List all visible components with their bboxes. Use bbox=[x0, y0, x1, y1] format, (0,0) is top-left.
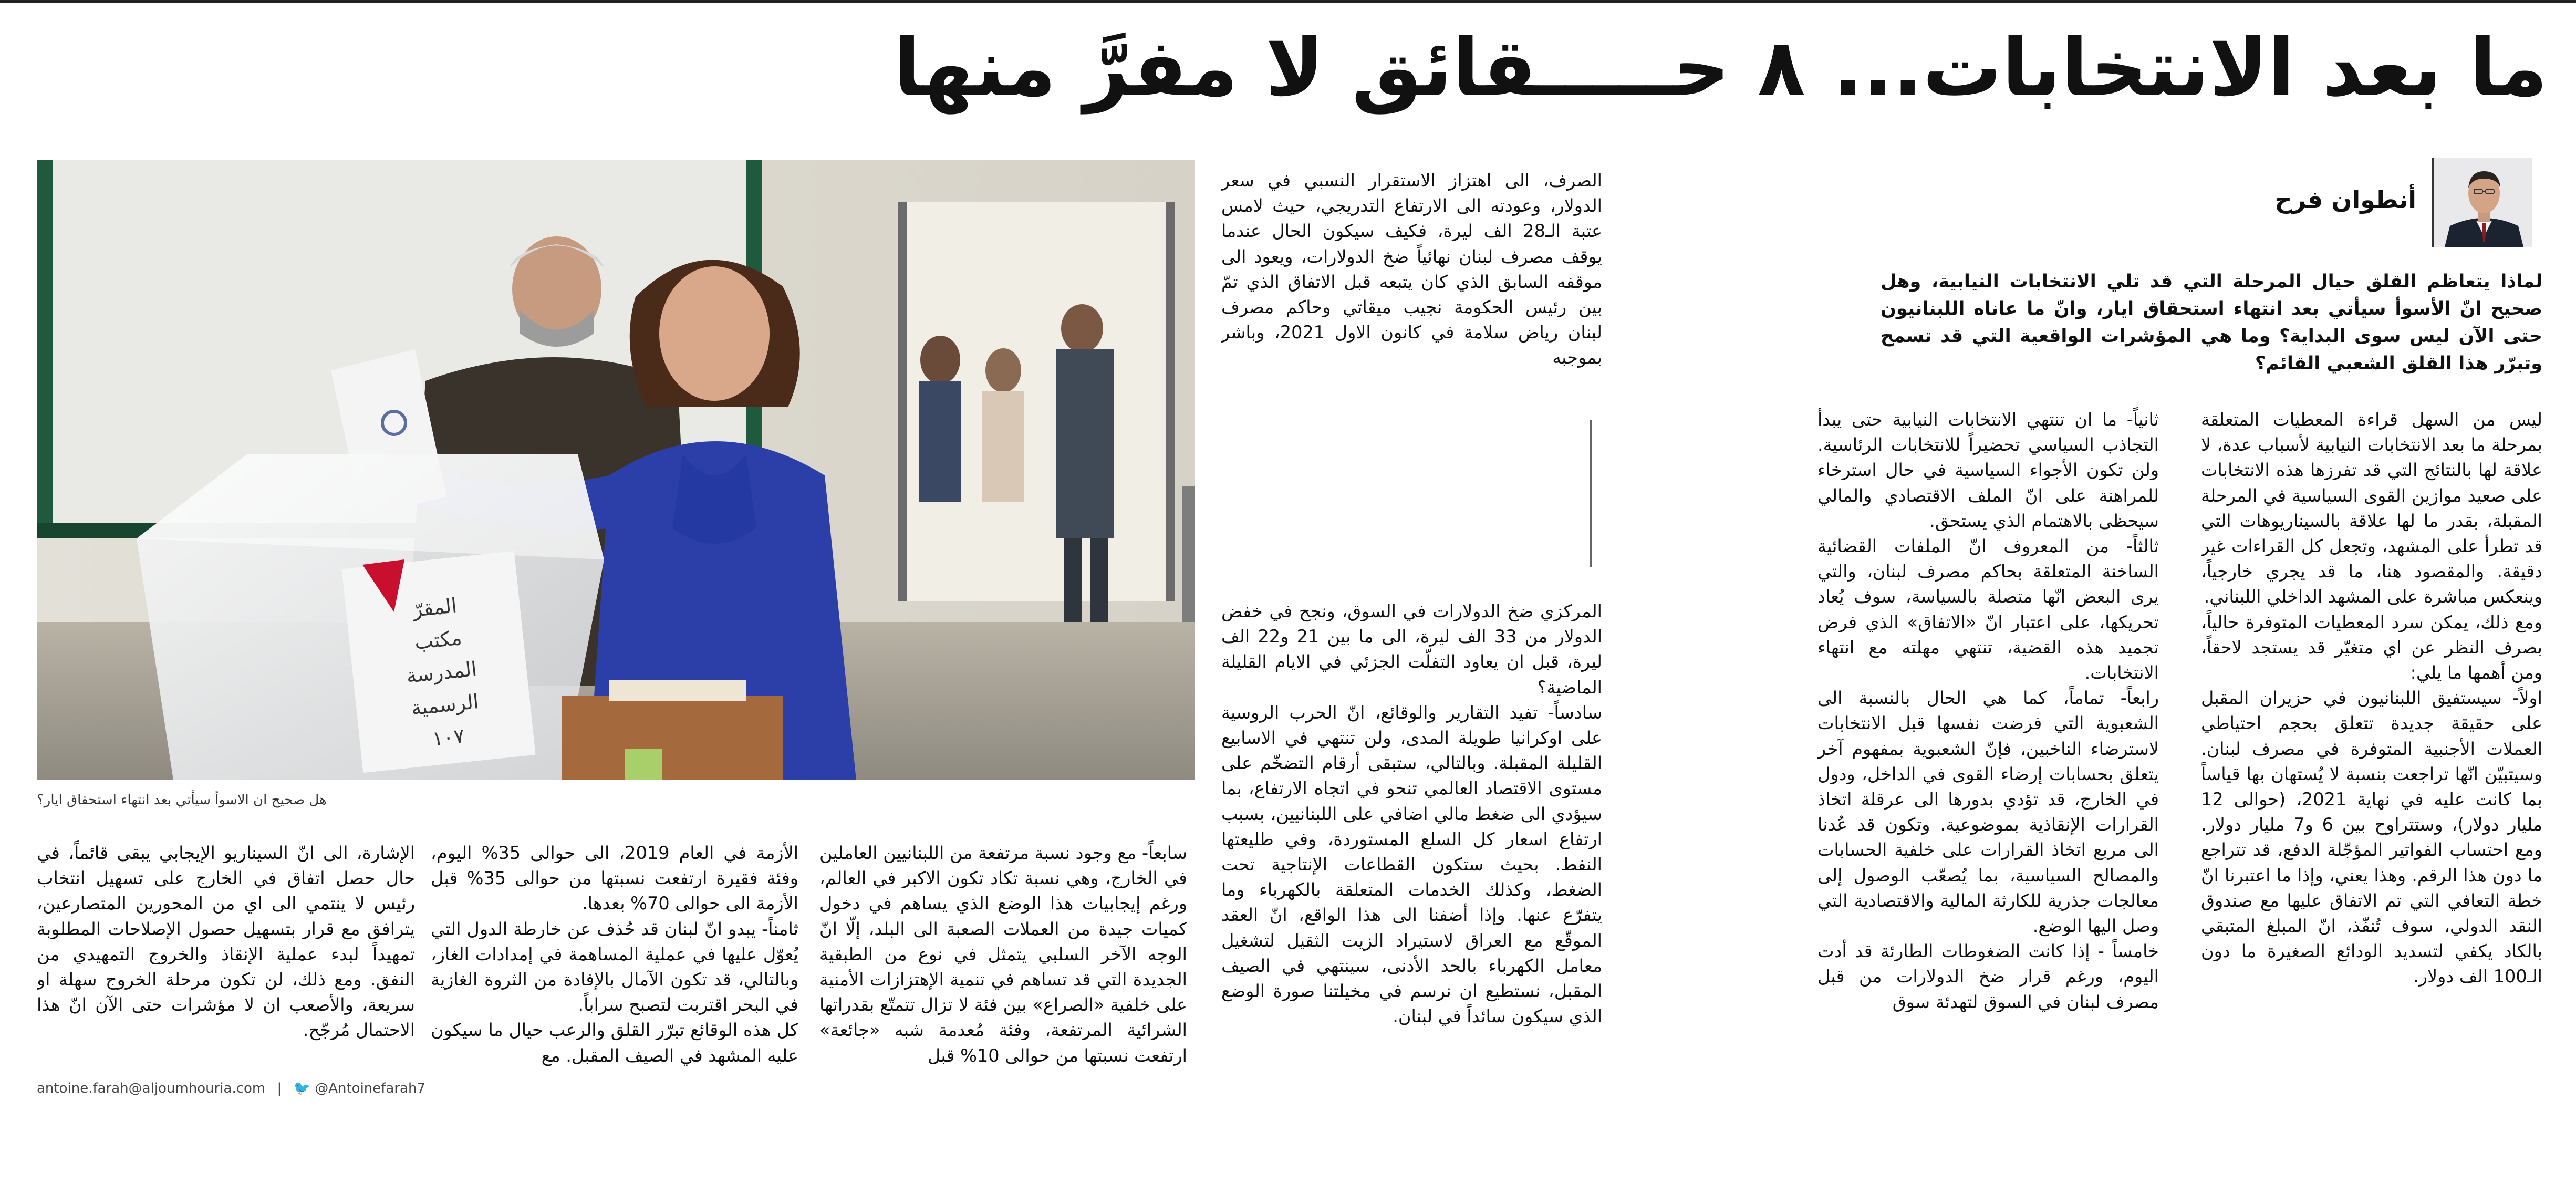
twitter-icon: 🐦 bbox=[293, 1081, 310, 1096]
article-column-3-top bbox=[1221, 168, 1602, 399]
paragraph: ثامناً- يبدو انّ لبنان قد حُذف عن خارطة الدول التي يُعوّل عليها في عملية المساهمة في إمدادات الغاز، وبالتالي، قد تكون الآمال بالإفادة من الثروة الغازية في البحر اقتربت لتصبح سراباً. bbox=[431, 918, 798, 1015]
pull-quote bbox=[1234, 420, 1592, 567]
paragraph: الإشارة، الى انّ السيناريو الإيجابي يبقى قائماً، في حال حصل اتفاق في الخارج على تسهيل انتخاب رئيس لا ينتمي الى اي من المحورين المتصارعين، يترافق مع قرار بتسهيل حصول الإصلاحات المطلوبة تمهيداً لبدء عملية الإنقاذ والخروج التمهيدي من النفق. ومع ذلك، لن تكون مرحلة الخروج سهلة او سريعة، والأصعب ان لا مؤشرات حتى الآن انّ هذا الاحتمال مُرجّح. bbox=[37, 843, 415, 1041]
author-handle[interactable]: @Antoinefarah7 bbox=[315, 1081, 425, 1096]
article-lead: لماذا يتعاظم القلق حيال المرحلة التي قد تلي الانتخابات النيابية، وهل صحيح انّ الأسوأ سيأتي بعد انتهاء استحقاق ايار، وانّ ما عاناه اللبنانيون حتى الآن ليس سوى البداية؟ وما هي المؤشرات الواقعية التي قد تسمح وتبرّر هذا القلق الشعبي القائم؟ bbox=[1881, 271, 2542, 374]
headline: ما بعد الانتخابات... ٨ حـــــقائق لا مفرَّ منها bbox=[894, 23, 2548, 114]
paragraph: رابعاً- تماماً، كما هي الحال بالنسبة الى الشعبوية التي فرضت نفسها قبل الانتخابات لاسترضاء الناخبين، فإنّ الشعبوية بمفهوم آخر يتعلق بحسابات إرضاء القوى في الداخل، ودول في الخارج، قد تؤدي بدورها الى عرقلة اتخاذ القرارات الإنقاذية بموضوعية. وتكون قد عُدنا الى مربع اتخاذ القرارات على خلفية الحسابات والمصالح السياسية، بما يُصعّب الوصول إلى معالجات جذرية للكارثة المالية والاقتصادية التي وصل اليها الوضع. bbox=[1817, 688, 2159, 937]
paragraph: ثانياً- ما ان تنتهي الانتخابات النيابية حتى يبدأ التجاذب السياسي تحضيراً للانتخابات الرئاسية. ولن تكون الأجواء السياسية في حال استرخاء للمراهنة على انّ الملف الاقتصادي والمالي سيحظى بالاهتمام الذي يستحق. bbox=[1817, 409, 2159, 531]
article-column-1 bbox=[2201, 407, 2542, 1122]
author-contact bbox=[37, 1077, 425, 1100]
article-column-2 bbox=[1817, 407, 2159, 1122]
polling-station-photo bbox=[37, 160, 1195, 780]
paragraph: سابعاً- مع وجود نسبة مرتفعة من اللبنانيين العاملين في الخارج، وهي نسبة تكاد تكون الاكبر في العالم، ورغم إيجابيات هذا الوضع الذي يساهم في دخول كميات جيدة من العملات الصعبة الى البلد، إلّا انّ الوجه الآخر السلبي يتمثل في نوع من الطبقية الجديدة التي قد تساهم في تنمية الإهتزازات الأمنية على خلفية «الصراع» بين فئة لا تزال تتمتّع بقدراتها الشرائية المرتفعة، وفئة مُعدمة شبه «جائعة» ارتفعت نسبتها من حوالى 10% قبل bbox=[819, 843, 1187, 1066]
paragraph: كل هذه الوقائع تبرّر القلق والرعب حيال ما سيكون عليه المشهد في الصيف المقبل. مع bbox=[431, 1020, 798, 1066]
paragraph: اولاً- سيستفيق اللبنانيون في حزيران المقبل على حقيقة جديدة تتعلق بحجم احتياطي العملات الأجنبية المتوفرة في مصرف لبنان. وسيتبيّن انّها تراجعت بنسبة لا يُستهان بها قياساً بما كانت عليه في نهاية 2021، (حوالى 12 مليار دولار)، وستتراوح بين 6 و7 مليار دولار. ومع احتساب الفواتير المؤجّلة الدفع، قد تتراجع ما دون هذا الرقم. وهذا يعني، وإذا ما اعتبرنا انّ خطة التعافي التي تم الاتفاق عليها مع صندوق النقد الدولي، سوف تُنفّذ، انّ المبلغ المتبقي بالكاد يكفي لتسديد الودائع الصغيرة ما دون الـ100 الف دولار. bbox=[2201, 688, 2542, 987]
article-column-5 bbox=[431, 840, 798, 1119]
author-avatar bbox=[2432, 158, 2532, 247]
ballot-box-label: المقرّ مكتب المدرسة الرسمية ١٠٧ bbox=[405, 594, 480, 751]
paragraph: خامساً - إذا كانت الضغوطات الطارئة قد أدت اليوم، ورغم قرار ضخ الدولارات من قبل مصرف لبنان في السوق لتهدئة سوق bbox=[1817, 941, 2159, 1012]
paragraph: الصرف، الى اهتزاز الاستقرار النسبي في سعر الدولار، وعودته الى الارتفاع التدريجي، حيث لامس عتبة الـ28 الف ليرة، فكيف سيكون الحال عندما يوقف مصرف لبنان نهائياً ضخ الدولارات، ويعود الى موقفه السابق الذي كان يتبعه قبل الاتفاق الذي تمّ بين رئيس الحكومة نجيب ميقاتي وحاكم مصرف لبنان رياض سلامة في كانون الاول 2021، وباشر بموجبه bbox=[1221, 170, 1602, 368]
paragraph: ليس من السهل قراءة المعطيات المتعلقة بمرحلة ما بعد الانتخابات النيابية لأسباب عدة، لا علاقة لها بالنتائج التي قد تفرزها هذه الانتخابات على صعيد موازين القوى السياسية في المرحلة المقبلة، بقدر ما لها علاقة بالسيناريوهات التي قد تطرأ على المشهد، وتجعل كل القراءات غير دقيقة. والمقصود هنا، ما قد يجري خارجياً، وينعكس مباشرة على المشهد الداخلي اللبناني. bbox=[2201, 409, 2542, 607]
author-email[interactable]: antoine.farah@aljoumhouria.com bbox=[37, 1081, 266, 1096]
paragraph: المركزي ضخ الدولارات في السوق، ونجح في خفض الدولار من 33 الف ليرة، الى ما بين 21 و22 الف ليرة، قبل ان يعاود التفلّت الجزئي في الايام القليلة الماضية؟ bbox=[1221, 601, 1602, 698]
top-rule bbox=[0, 0, 2576, 3]
author-name: أنطوان فرح bbox=[2274, 185, 2416, 214]
paragraph: سادساً- تفيد التقارير والوقائع، انّ الحرب الروسية على اوكرانيا طويلة المدى، ولن تنتهي في الاسابيع القليلة المقبلة. وبالتالي، ستبقى أرقام التضخّم على مستوى الاقتصاد العالمي تنحو في اتجاه الارتفاع، بما سيؤدي الى ضغط مالي اضافي على اللبنانيين، بسبب ارتفاع اسعار كل السلع المستوردة، وفي طليعتها النفط. بحيث ستكون القطاعات الإنتاجية تحت الضغط، وكذلك الخدمات المتعلقة بالكهرباء وما يتفرّع عنها. وإذا أضفنا الى هذا الواقع، انّ العقد الموقّع مع العراق لاستيراد الزيت الثقيل لتشغيل معامل الكهرباء بالحد الأدنى، سينتهي في الصيف المقبل، نستطيع ان نرسم في مخيلتنا صورة الوضع الذي سيكون سائداً في لبنان. bbox=[1221, 702, 1602, 1027]
article-column-6 bbox=[37, 840, 415, 1066]
article-column-3-bottom bbox=[1221, 599, 1602, 1119]
paragraph: ثالثاً- من المعروف انّ الملفات القضائية الساخنة المتعلقة بحاكم مصرف لبنان، والتي يرى البعض انّها متصلة بالسياسة، سوف يُعاد تحريكها، على اعتبار انّ «الاتفاق» الذي فرض تجميد هذه القضية، تنتهي مهلته مع انتهاء الانتخابات. bbox=[1817, 536, 2159, 683]
paragraph: الأزمة في العام 2019، الى حوالى 35% اليوم، وفئة فقيرة ارتفعت نسبتها من حوالى 35% قبل الأزمة الى حوالى 70% بعدها. bbox=[431, 843, 798, 914]
article-photo bbox=[37, 160, 1195, 780]
separator: | bbox=[277, 1081, 282, 1096]
photo-caption: هل صحيح ان الاسوأ سيأتي بعد انتهاء استحقاق ايار؟ bbox=[37, 792, 327, 808]
article-column-4 bbox=[819, 840, 1187, 1119]
author-portrait-image bbox=[2434, 158, 2532, 247]
paragraph: ومع ذلك، يمكن سرد المعطيات المتوفرة حالياً، بصرف النظر عن اي متغيّر قد يستجد لاحقاً، ومن أهمها ما يلي: bbox=[2201, 611, 2542, 683]
